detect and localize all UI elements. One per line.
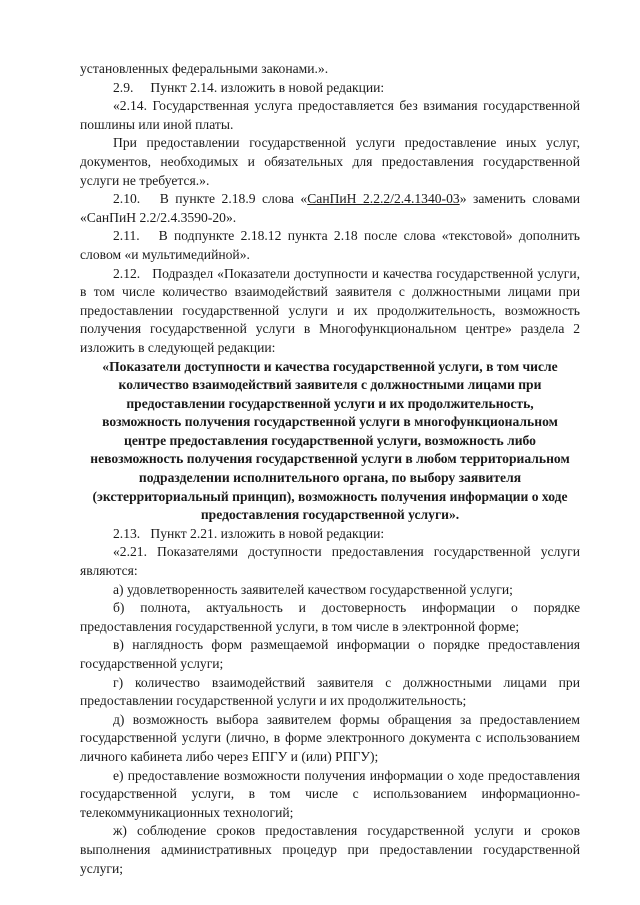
- document-body: [80, 60, 580, 878]
- paragraph-item-2-13: 2.13. Пункт 2.21. изложить в новой редакции:: [113, 525, 385, 541]
- list-item-zh: ж) соблюдение сроков предоставления государственной услуги и сроков выполнения административных процедур при предоставлении государственной услуги;: [80, 823, 580, 876]
- paragraph-2-10-prefix: 2.10. В пункте 2.18.9 слова «: [113, 191, 308, 207]
- paragraph-2-21-text: «2.21. Показателями доступности предоставления государственной услуги являются:: [80, 544, 580, 579]
- paragraph-closing-quote: установленных федеральными законами.».: [80, 61, 329, 76]
- paragraph-item-2-12: 2.12. Подраздел «Показатели доступности и качества государственной услуги, в том числе количество взаимодействий заявителя с должностными лицами при предоставлении государственной услуги и их продолжительность, возможность получения государственной услуги в Многофункциональном центре» раздела 2 изложить в следующей редакции:: [80, 265, 580, 355]
- paragraph-item-2-11: 2.11. В подпункте 2.18.12 пункта 2.18 после слова «текстовой» дополнить словом «и мультимедийной».: [80, 228, 580, 262]
- paragraph-item-2-10: [80, 190, 580, 227]
- list-item-a: а) удовлетворенность заявителей качеством государственной услуги;: [113, 581, 513, 597]
- list-item-v: в) наглядность форм размещаемой информации о порядке предоставления государственной услуги;: [80, 637, 580, 671]
- list-item-g: г) количество взаимодействий заявителя с должностными лицами при предоставлении государственной услуги и их продолжительность;: [80, 674, 580, 709]
- paragraph-item-2-9: 2.9. Пункт 2.14. изложить в новой редакции:: [113, 79, 385, 95]
- list-item-d: д) возможность выбора заявителем формы обращения за предоставлением государственной услуги (лично, в форме электронного документа с использованием личного кабинета либо через ЕПГУ и (или) РПГУ);: [80, 711, 580, 764]
- paragraph-2-10-suffix: » заменить словами «СанПиН 2.2/2.4.3590-20».: [80, 191, 580, 225]
- list-item-e: е) предоставление возможности получения информации о ходе предоставления государственной услуги, в том числе с использованием информационно-телекоммуникационных технологий;: [80, 767, 580, 820]
- list-item-b: б) полнота, актуальность и достоверность информации о порядке предоставления государственной услуги, в том числе в электронной форме;: [80, 600, 580, 634]
- paragraph-2-14-text: «2.14. Государственная услуга предоставляется без взимания государственной пошлины или иной платы.: [80, 98, 580, 132]
- subsection-heading: «Показатели доступности и качества государственной услуги, в том числе количество взаимодействий заявителя с должностными лицами при предоставлении государственной услуги и их продолжительность, возможность получения государственной услуги в многофункциональном центре предоставления государственной услуги, возможность либо невозможность получения государственной услуги в любом территориальном подразделении исполнительного органа, по выбору заявителя (экстерриториальный принцип), возможность получения информации о ходе предоставления государственной услуги».: [90, 358, 570, 523]
- sanpin-reference-link[interactable]: СанПиН 2.2.2/2.4.1340-03: [307, 191, 460, 207]
- paragraph-2-14-continued: При предоставлении государственной услуги предоставление иных услуг, документов, необходимых и обязательных для предоставления государственной услуги не требуется.».: [80, 135, 580, 188]
